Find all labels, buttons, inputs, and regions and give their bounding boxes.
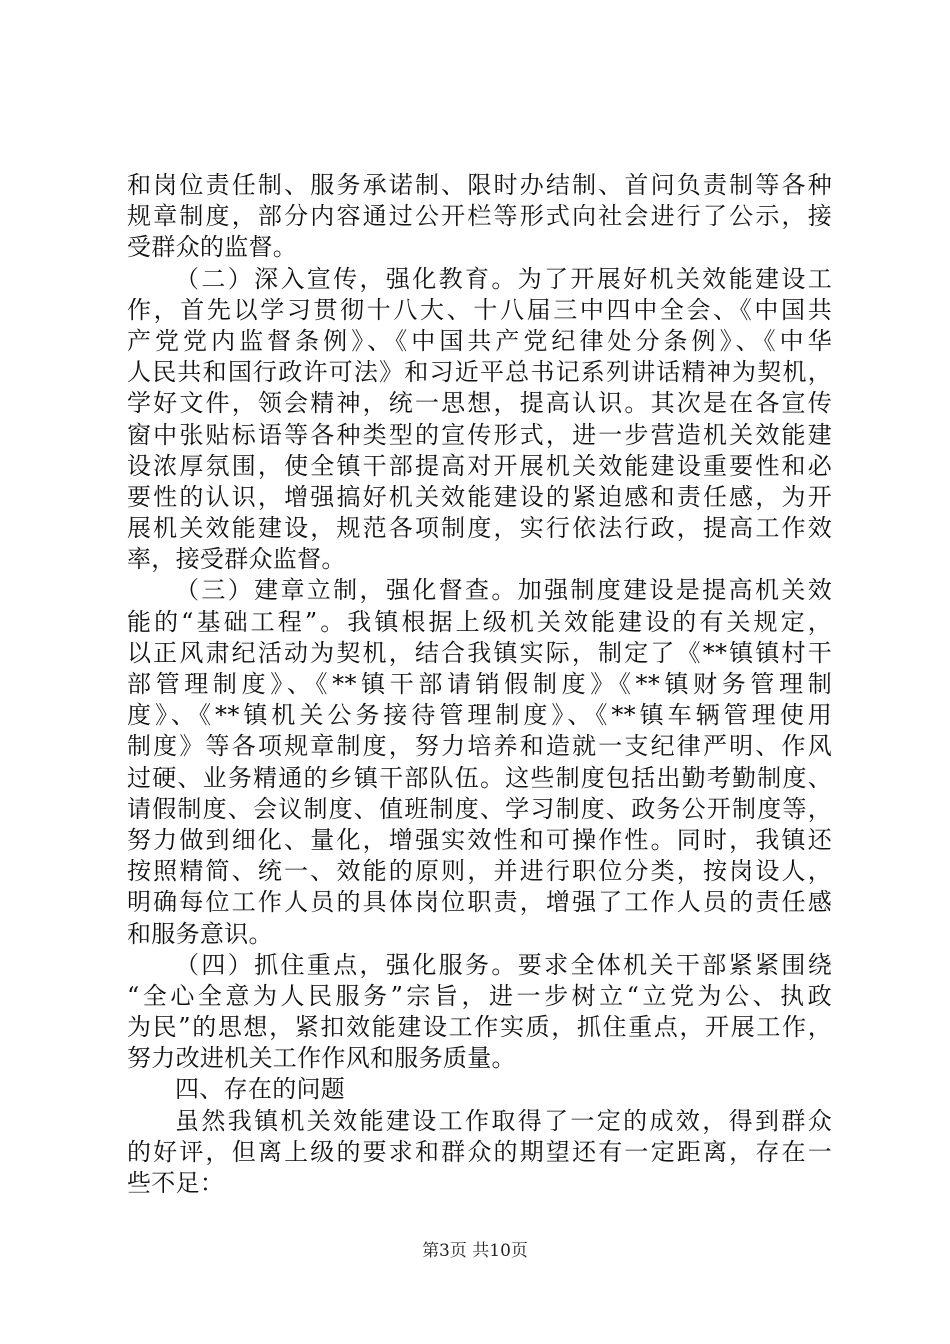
paragraph-start-line: 虽然我镇机关效能建设工作取得了一定的成效，得到群众 (175, 1106, 832, 1135)
paragraph-start-line: （三）建章立制，强化督查。加强制度建设是提高机关效 (175, 576, 832, 605)
text-line: 学好文件，领会精神，统一思想，提高认识。其次是在各宣传 (127, 389, 832, 418)
text-line: 请假制度、会议制度、值班制度、学习制度、政务公开制度等， (127, 794, 832, 823)
text-line: 能的“基础工程”。我镇根据上级机关效能建设的有关规定， (127, 607, 832, 636)
text-line: “全心全意为人民服务”宗旨，进一步树立“立党为公、执政 (127, 981, 832, 1010)
paragraph-start-line: （四）抓住重点，强化服务。要求全体机关干部紧紧围绕 (175, 950, 832, 979)
text-line: 以正风肃纪活动为契机，结合我镇实际，制定了《**镇镇村干 (127, 638, 832, 667)
text-line: 展机关效能建设，规范各项制度，实行依法行政，提高工作效 (127, 514, 832, 543)
text-line: 部管理制度》、《**镇干部请销假制度》《**镇财务管理制 (127, 670, 832, 698)
text-line: 过硬、业务精通的乡镇干部队伍。这些制度包括出勤考勤制度、 (127, 763, 832, 792)
text-line: 和岗位责任制、服务承诺制、限时办结制、首问负责制等各种 (127, 171, 832, 199)
text-line: 努力做到细化、量化，增强实效性和可操作性。同时，我镇还 (127, 825, 832, 854)
text-line: 作，首先以学习贯彻十八大、十八届三中四中全会、《中国共 (127, 295, 832, 324)
text-line: 设浓厚氛围，使全镇干部提高对开展机关效能建设重要性和必 (127, 451, 832, 480)
paragraph-start-line: （二）深入宣传，强化教育。为了开展好机关效能建设工 (175, 264, 832, 293)
text-line: 度》、《**镇机关公务接待管理制度》、《**镇车辆管理使用 (127, 701, 832, 730)
text-line: 为民”的思想，紧扣效能建设工作实质，抓住重点，开展工作， (127, 1013, 832, 1042)
text-line: 努力改进机关工作作风和服务质量。 (127, 1044, 516, 1073)
text-line: 受群众的监督。 (127, 233, 298, 262)
document-body (127, 170, 832, 1199)
section-heading: 四、存在的问题 (175, 1075, 346, 1104)
text-line: 些不足： (127, 1169, 225, 1197)
text-line: 人民共和国行政许可法》和习近平总书记系列讲话精神为契机， (127, 358, 832, 387)
text-line: 的好评，但离上级的要求和群众的期望还有一定距离，存在一 (127, 1137, 832, 1166)
page-footer: 第3页 共10页 (422, 1241, 528, 1261)
text-line: 率，接受群众监督。 (127, 545, 346, 574)
text-line: 和服务意识。 (127, 919, 273, 948)
text-line: 规章制度，部分内容通过公开栏等形式向社会进行了公示，接 (127, 202, 832, 231)
text-line: 产党党内监督条例》、《中国共产党纪律处分条例》、《中华 (127, 326, 832, 355)
text-line: 按照精简、统一、效能的原则，并进行职位分类，按岗设人， (127, 857, 832, 886)
text-line: 窗中张贴标语等各种类型的宣传形式，进一步营造机关效能建 (127, 420, 832, 449)
text-line: 要性的认识，增强搞好机关效能建设的紧迫感和责任感，为开 (127, 482, 832, 511)
text-line: 制度》等各项规章制度，努力培养和造就一支纪律严明、作风 (127, 732, 832, 761)
text-line: 明确每位工作人员的具体岗位职责，增强了工作人员的责任感 (127, 888, 832, 917)
